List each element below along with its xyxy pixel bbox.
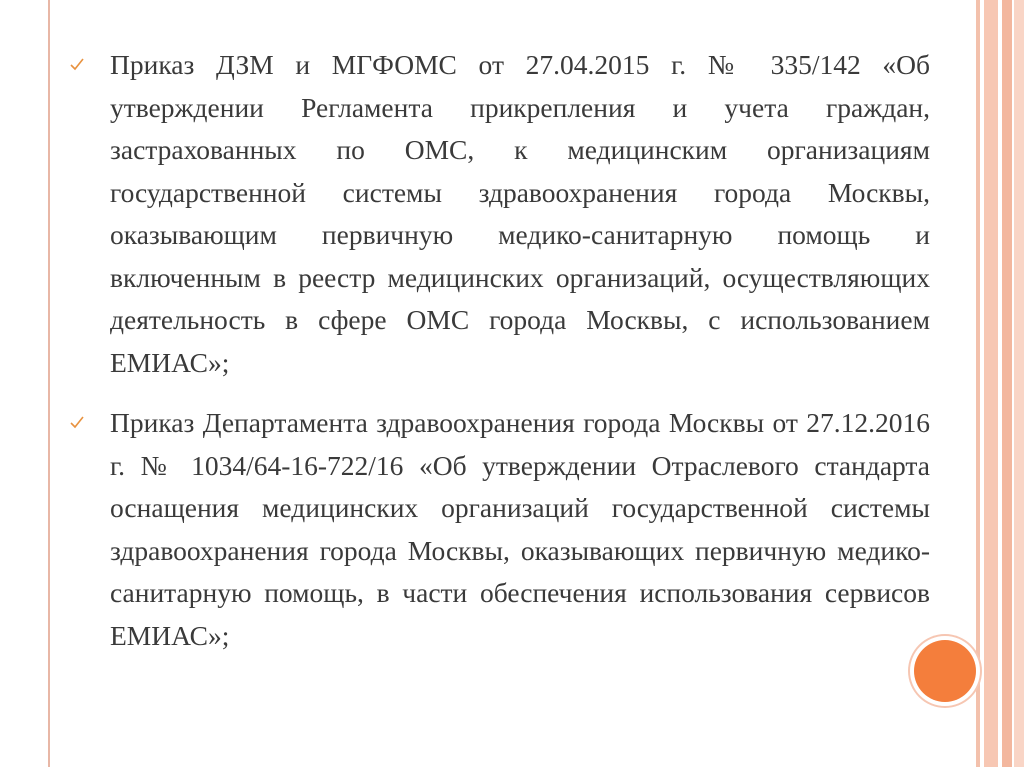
stripe — [1002, 0, 1012, 767]
list-item — [70, 402, 930, 657]
right-decorative-stripes — [976, 0, 1024, 767]
checkmark-icon — [70, 58, 84, 72]
bullet-list — [70, 44, 930, 675]
stripe — [1014, 0, 1024, 767]
stripe — [976, 0, 980, 767]
checkmark-icon — [70, 416, 84, 430]
stripe — [984, 0, 998, 767]
left-decorative-rule — [48, 0, 50, 767]
list-item-text: Приказ ДЗМ и МГФОМС от 27.04.2015 г. № 335/142 «Об утверждении Регламента прикрепления и учета граждан, застрахованных по ОМС, к медицинским организациям государственной системы здравоохранения города Москвы, оказывающим первичную медико-санитарную помощь и включенным в реестр медицинских организаций, осуществляющих деятельность в сфере ОМС города Москвы, с использованием ЕМИАС»; — [110, 49, 930, 378]
list-item-text: Приказ Департамента здравоохранения города Москвы от 27.12.2016 г. № 1034/64-16-722/16 «Об утверждении Отраслевого стандарта оснащения медицинских организаций государственной системы здравоохранения города Москвы, оказывающих первичную медико-санитарную помощь, в части обеспечения использования сервисов ЕМИАС»; — [110, 407, 930, 651]
list-item — [70, 44, 930, 384]
